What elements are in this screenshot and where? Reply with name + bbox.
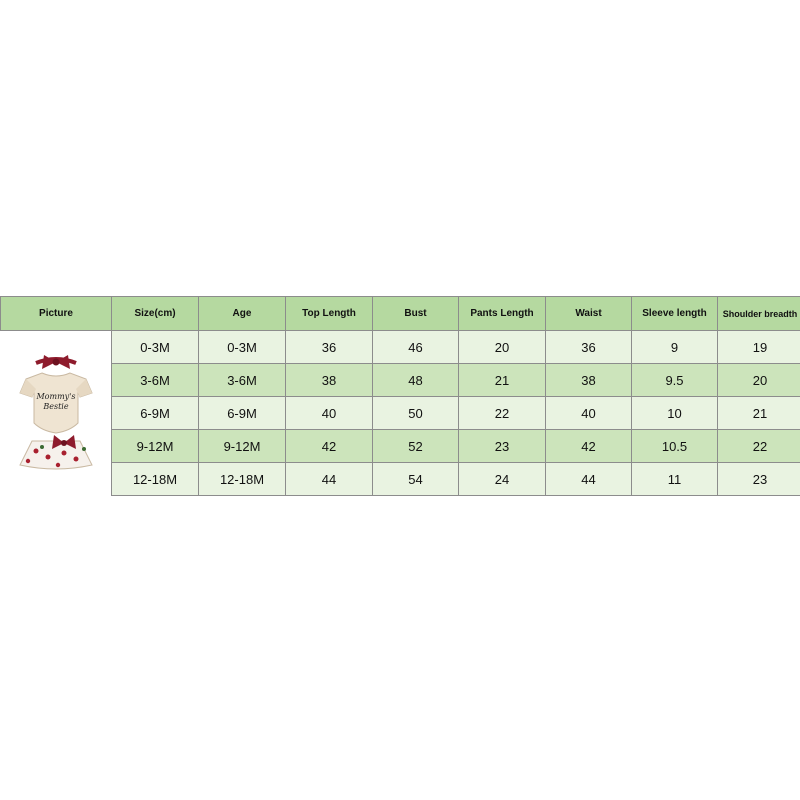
cell-top-length: 38: [286, 364, 373, 397]
cell-top-length: 40: [286, 397, 373, 430]
cell-pants-length: 23: [459, 430, 546, 463]
cell-top-length: 36: [286, 331, 373, 364]
cell-waist: 42: [546, 430, 632, 463]
table-row: [1, 364, 800, 397]
cell-bust: 46: [373, 331, 459, 364]
cell-bust: 52: [373, 430, 459, 463]
header-row: [1, 297, 800, 331]
table-row: [1, 430, 800, 463]
header-picture: Picture: [1, 297, 112, 331]
cell-sleeve-length: 9: [632, 331, 718, 364]
outfit-image: [14, 353, 98, 473]
cell-pants-length: 21: [459, 364, 546, 397]
cell-sleeve-length: 11: [632, 463, 718, 496]
cell-pants-length: 20: [459, 331, 546, 364]
bodysuit-text-line1: Mommy's: [36, 392, 76, 402]
table-row: [1, 331, 800, 364]
cell-waist: 38: [546, 364, 632, 397]
header-size: Size(cm): [112, 297, 199, 331]
cell-pants-length: 22: [459, 397, 546, 430]
header-age: Age: [199, 297, 286, 331]
cell-size: 0-3M: [112, 331, 199, 364]
cell-pants-length: 24: [459, 463, 546, 496]
cell-age: 0-3M: [199, 331, 286, 364]
cell-size: 9-12M: [112, 430, 199, 463]
cell-top-length: 44: [286, 463, 373, 496]
table-row: [1, 397, 800, 430]
cell-shoulder-breadth: 22: [718, 430, 800, 463]
cell-sleeve-length: 10.5: [632, 430, 718, 463]
header-shoulder-breadth: Shoulder breadth: [718, 297, 800, 331]
cell-size: 12-18M: [112, 463, 199, 496]
cell-age: 12-18M: [199, 463, 286, 496]
header-top-length: Top Length: [286, 297, 373, 331]
cell-age: 6-9M: [199, 397, 286, 430]
cell-shoulder-breadth: 21: [718, 397, 800, 430]
cell-size: 3-6M: [112, 364, 199, 397]
cell-size: 6-9M: [112, 397, 199, 430]
cell-age: 9-12M: [199, 430, 286, 463]
cell-waist: 40: [546, 397, 632, 430]
picture-cell: [1, 331, 112, 496]
cell-bust: 50: [373, 397, 459, 430]
cell-bust: 48: [373, 364, 459, 397]
cell-bust: 54: [373, 463, 459, 496]
cell-sleeve-length: 10: [632, 397, 718, 430]
cell-top-length: 42: [286, 430, 373, 463]
bodysuit-text-line2: Bestie: [43, 402, 69, 412]
header-waist: Waist: [546, 297, 632, 331]
size-chart-table: [0, 296, 800, 496]
header-bust: Bust: [373, 297, 459, 331]
header-pants-length: Pants Length: [459, 297, 546, 331]
cell-age: 3-6M: [199, 364, 286, 397]
table-row: [1, 463, 800, 496]
cell-shoulder-breadth: 23: [718, 463, 800, 496]
cell-shoulder-breadth: 19: [718, 331, 800, 364]
cell-sleeve-length: 9.5: [632, 364, 718, 397]
cell-waist: 44: [546, 463, 632, 496]
cell-waist: 36: [546, 331, 632, 364]
cell-shoulder-breadth: 20: [718, 364, 800, 397]
header-sleeve-length: Sleeve length: [632, 297, 718, 331]
